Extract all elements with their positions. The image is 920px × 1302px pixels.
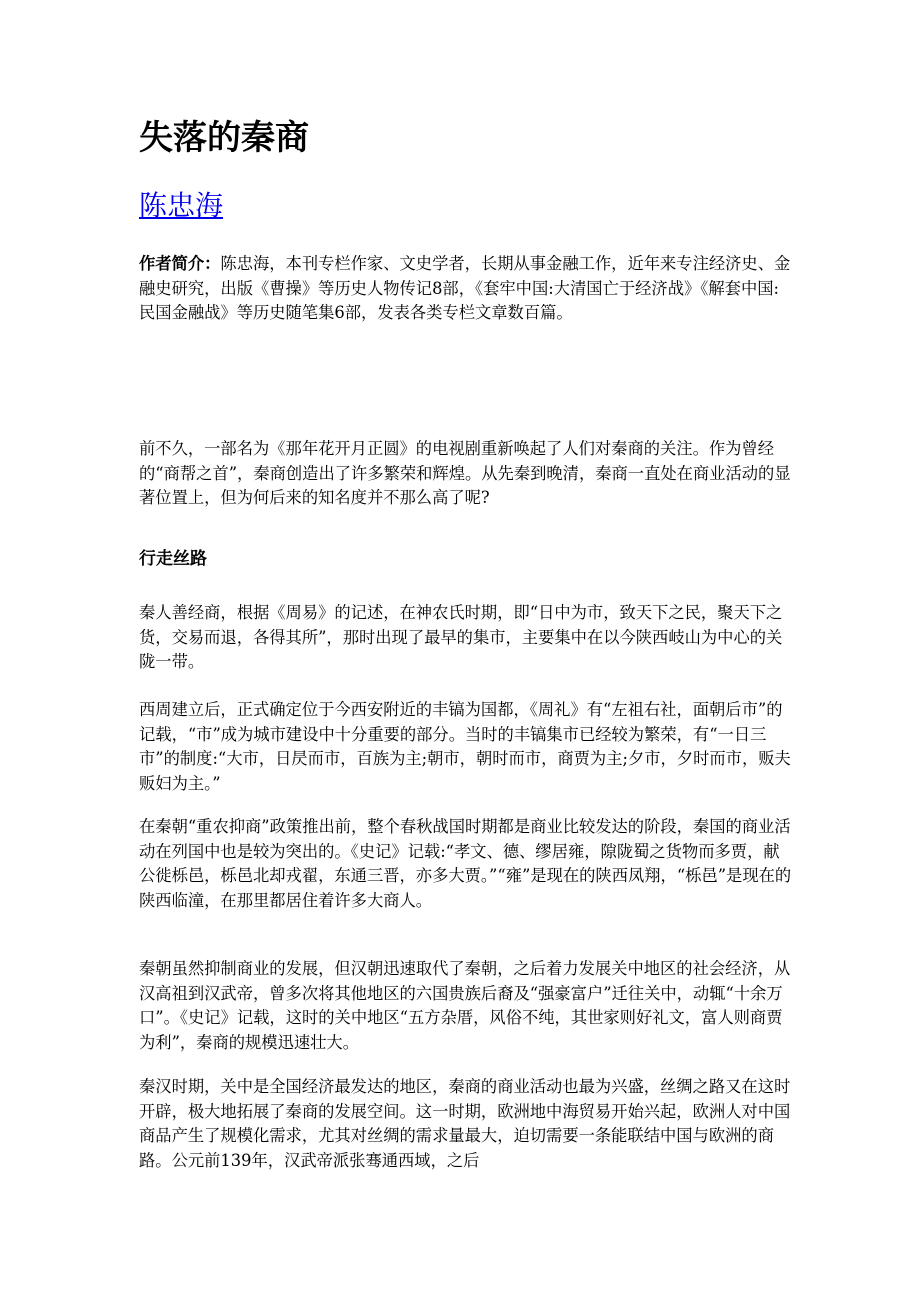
section-heading: 行走丝路 — [139, 549, 207, 569]
body-paragraph-5: 秦汉时期，关中是全国经济最发达的地区，秦商的商业活动也最为兴盛，丝绸之路又在这时开辟，极大地拓展了秦商的发展空间。这一时期，欧洲地中海贸易开始兴起，欧洲人对中国商品产生了规模化需求，尤其对丝绸的需求量最大，迫切需要一条能联结中国与欧洲的商路。公元前139年，汉武帝派张骞通西域，之后 — [139, 1077, 791, 1170]
bio-label: 作者简介： — [139, 254, 221, 273]
body-paragraph-2: 西周建立后，正式确定位于今西安附近的丰镐为国都，《周礼》有“左祖右社，面朝后市”的记载，“市”成为城市建设中十分重要的部分。当时的丰镐集市已经较为繁荣，有“一日三市”的制度:“大市，日昃而市，百族为主;朝市，朝时而市，商贾为主;夕市，夕时而市，贩夫贩妇为主。” — [139, 700, 791, 793]
author-bio — [139, 252, 793, 326]
article-title: 失落的秦商 — [139, 118, 309, 158]
intro-paragraph: 前不久，一部名为《那年花开月正圆》的电视剧重新唤起了人们对秦商的关注。作为曾经的“商帮之首”，秦商创造出了许多繁荣和辉煌。从先秦到晚清，秦商一直处在商业活动的显著位置上，但为何后来的知名度并不那么高了呢? — [139, 439, 791, 507]
body-paragraph-4: 秦朝虽然抑制商业的发展，但汉朝迅速取代了秦朝，之后着力发展关中地区的社会经济，从汉高祖到汉武帝，曾多次将其他地区的六国贵族后裔及“强豪富户”迁往关中，动辄“十余万口”。《史记》记载，这时的关中地区“五方杂厝，风俗不纯，其世家则好礼文，富人则商贾为利”，秦商的规模迅速壮大。 — [139, 959, 791, 1052]
body-paragraph-1: 秦人善经商，根据《周易》的记述，在神农氏时期，即“日中为市，致天下之民，聚天下之货，交易而退，各得其所”，那时出现了最早的集市，主要集中在以今陕西岐山为中心的关陇一带。 — [139, 603, 783, 671]
author-link[interactable]: 陈忠海 — [139, 189, 224, 222]
body-paragraph-3: 在秦朝“重农抑商”政策推出前，整个春秋战国时期都是商业比较发达的阶段，秦国的商业活动在列国中也是较为突出的。《史记》记载:“孝文、德、缪居雍，隙陇蜀之货物而多贾，献公徙栎邑，栎邑北却戎翟，东通三晋，亦多大贾。”“雍”是现在的陕西凤翔，“栎邑”是现在的陕西临潼，在那里都居住着许多大商人。 — [139, 817, 792, 910]
bio-text: 陈忠海，本刊专栏作家、文史学者，长期从事金融工作，近年来专注经济史、金融史研究，出版《曹操》等历史人物传记8部，《套牢中国:大清国亡于经济战》《解套中国:民国金融战》等历史随笔集6部，发表各类专栏文章数百篇。 — [139, 254, 791, 322]
